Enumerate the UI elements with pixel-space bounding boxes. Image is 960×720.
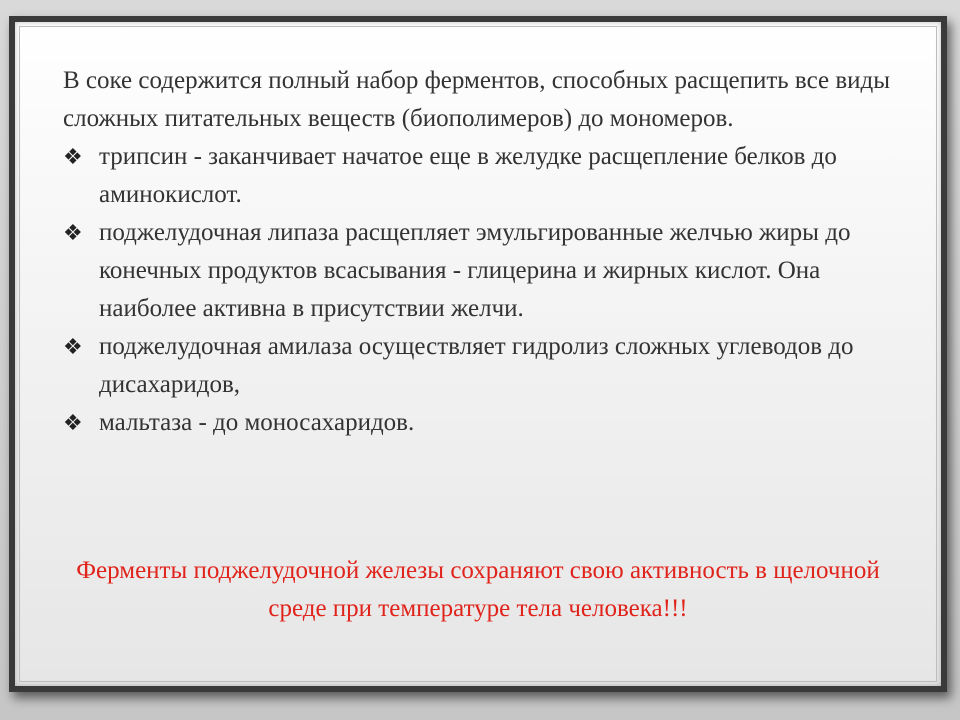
slide-content (63, 62, 913, 442)
list-item-text: поджелудочная амилаза осуществляет гидролиз сложных углеводов до дисахаридов, (99, 333, 854, 398)
slide-frame (9, 16, 947, 692)
enzyme-list (63, 138, 913, 442)
list-item-text: поджелудочная липаза расщепляет эмульгированные желчью жиры до конечных продуктов всасывания - глицерина и жирных кислот. Она наиболее активна в присутствии желчи. (99, 219, 851, 322)
list-item-text: мальтаза - до моносахаридов. (99, 409, 415, 436)
list-item-amylase (63, 328, 913, 404)
list-item-maltase (63, 404, 913, 442)
list-item-trypsin (63, 138, 913, 214)
conclusion-highlight: Ферменты поджелудочной железы сохраняют свою активность в щелочной среде при температуре тела человека!!! (76, 557, 880, 622)
diamond-four-icon: ❖ (63, 220, 83, 245)
diamond-four-icon: ❖ (63, 410, 83, 435)
list-item-text: трипсин - заканчивает начатое еще в желудке расщепление белков до аминокислот. (99, 143, 837, 208)
intro-paragraph: В соке содержится полный набор ферментов, способных расщепить все виды сложных питательных веществ (биополимеров) до мономеров. (63, 67, 891, 132)
list-item-lipase (63, 214, 913, 328)
diamond-four-icon: ❖ (63, 334, 83, 359)
diamond-four-icon: ❖ (63, 144, 83, 169)
